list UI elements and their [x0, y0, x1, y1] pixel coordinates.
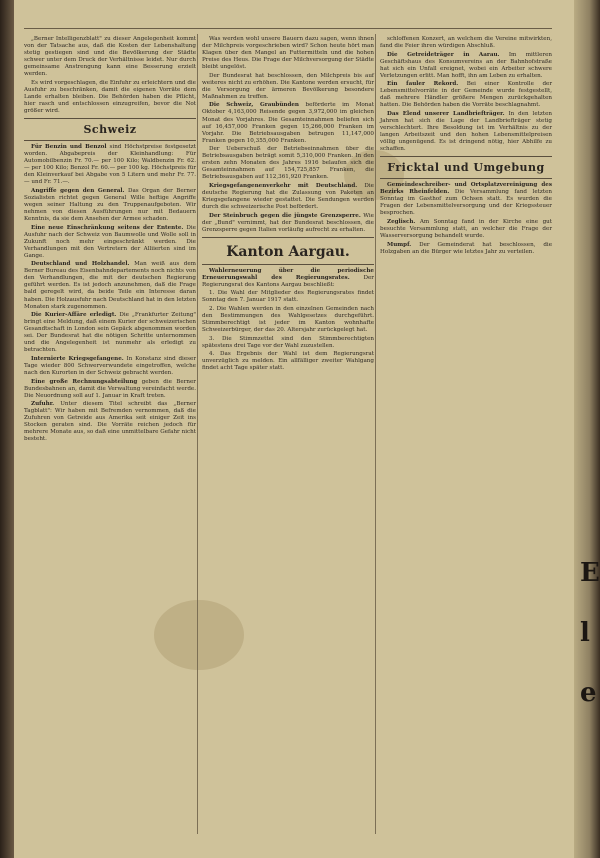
article-title: Für Benzin und Benzol — [31, 144, 107, 151]
paragraph: 4. Das Ergebnis der Wahl ist dem Regierungsrat unverzüglich zu melden. Ein allfälliger zweiter Wahlgang findet acht Tage später statt. — [202, 351, 374, 372]
article-body: Das Organ der Berner Sozialisten richtet gegen General Wille heftige Angriffe wegen seiner Haltung zu den Truppenaufgeboten. Wir nehmen von diesen Ausführungen nur mit Bedauern Kenntnis, da sie dem Ansehen der Armee schaden. — [24, 187, 196, 222]
article-title: Der Steinbruch gegen die jüngste Grenzsperre. — [209, 212, 361, 219]
article — [24, 144, 196, 186]
paragraph: Der Ueberschuß der Betriebseinnahmen über die Betriebsausgaben beträgt somit 5,310,000 Franken. In den ersten zehn Monaten des Jahres 1916 belaufen sich die Gesamteinnahmen auf 154,725,857 Franken, die Betriebsausgaben auf 112,361,920 Franken. — [202, 146, 374, 181]
article — [24, 188, 196, 223]
article-body: Im mittleren Geschäftshaus des Konsumvereins an der Bahnhofstraße hat sich ein Unfall ereignet, wobei ein Arbeiter schwere Verletzungen erlitt. Man hofft, ihn am Leben zu erhalten. — [380, 51, 552, 79]
article-title: Ein fauler Rekord. — [387, 81, 459, 88]
article — [202, 268, 374, 289]
article — [202, 183, 374, 211]
section-heading: Fricktal und Umgebung — [387, 161, 545, 175]
article — [24, 261, 196, 310]
article — [202, 102, 374, 144]
article-title: Deutschland und Holzhandel. — [31, 261, 130, 268]
paragraph: 1. Die Wahl der Mitglieder des Regierungsrates findet Sonntag den 7. Januar 1917 statt. — [202, 290, 374, 304]
article-body: Die Versammlung fand letzten Sonntag im Gasthof zum Ochsen statt. Es wurden die Fragen der Lebensmittelversorgung und der Kriegssteuer besprochen. — [380, 189, 552, 217]
column-rule — [197, 34, 198, 834]
paragraph: Der Bundesrat hat beschlossen, den Milchpreis bis auf weiteres nicht zu erhöhen. Die Kantone werden ersucht, für die Versorgung der ärmeren Bevölkerung besondere Maßnahmen zu treffen. — [202, 72, 374, 100]
article-body: In Konstanz sind dieser Tage wieder 800 Schwerverwundete eingetroffen, welche nach den Kurorten in der Schweiz gebracht werden. — [24, 355, 196, 376]
article-title: Zeglisch. — [387, 218, 416, 225]
article-title: Eine neue Einschränkung seitens der Entente. — [31, 224, 184, 231]
article — [24, 225, 196, 260]
divider — [202, 264, 374, 265]
article — [24, 312, 196, 354]
paragraph: „Berner Intelligenzblatt" zu dieser Angelegenheit kommt von der Tatsache aus, daß die Kosten der Lebenshaltung stetig gestiegen sind und die Bevölkerung der Städte schwer unter dem Druck der Verhältnisse leidet. Nur durch gemeinsame Anstrengung kann eine Besserung erzielt werden. — [24, 36, 196, 78]
paragraph: schloffenen Konzert, an welchem die Vereine mitwirkten, fand die Feier ihren würdigen Abschluß. — [380, 36, 552, 50]
article — [202, 213, 374, 234]
article-title: Die Getreideträger in Aarau. — [387, 51, 500, 58]
article-body: Am Sonntag fand in der Kirche eine gut besuchte Versammlung statt, an welcher die Frage der Wasserversorgung behandelt wurde. — [380, 218, 552, 240]
article-body: geben die Berner Bundesbahnen an, damit die Verwaltung vereinfacht werde. Die Neuordnung soll auf 1. Januar in Kraft treten. — [24, 378, 196, 399]
article-title: Zufuhr. — [31, 401, 55, 408]
book-binding — [0, 0, 14, 858]
section-heading: Schweiz — [83, 123, 137, 137]
article — [24, 356, 196, 377]
article-title: Das Elend unserer Landbriefträger. — [387, 110, 505, 117]
edge-glyph: l — [580, 618, 590, 648]
paper-stain — [154, 600, 244, 670]
article-body: Bei einer Kontrolle der Lebensmittelvorräte in der Gemeinde wurde festgestellt, daß mehrere Händler größere Mengen zurückgehalten hatten. Die Behörden haben die Vorräte beschlagnahmt. — [380, 81, 553, 109]
column-1 — [24, 36, 196, 445]
article-body: Wie der „Bund" vernimmt, hat der Bundesrat beschlossen, die Grenzsperre gegen Italien vorläufig aufrecht zu erhalten. — [202, 212, 374, 233]
paragraph: 2. Die Wahlen werden in den einzelnen Gemeinden nach den Bestimmungen des Wahlgesetzes durchgeführt. Stimmberechtigt ist jeder im Kanton wohnhafte Schweizerbürger, der das 20. Altersjahr zurückgelegt hat. — [202, 306, 374, 334]
article-body: Die „Frankfurter Zeitung" bringt eine Meldung, daß einem Kurier der schweizerischen Gesandtschaft in London sein Gepäck abgenommen worden sei. Der Bundesrat hat die nötigen Schritte unternommen und die Angelegenheit ist nunmehr als erledigt zu betrachten. — [24, 312, 196, 354]
article — [380, 81, 552, 109]
article-title: Mumpf. — [387, 241, 412, 248]
article-body: sind Höchstpreise festgesetzt worden. Abgabepreis der Kleinhandlung: Für Automobilbenzin Fr. 70.— per 100 Kilo; Waldbenzin Fr. 62.— per 100 Kilo; Benzol Fr. 60.— per 100 kg. Höchstpreis für den Kleinverkauf bei Abgabe von 5 Litern und mehr Fr. 77.— und Fr. 71.—. — [24, 144, 197, 186]
divider — [24, 140, 196, 141]
article — [24, 379, 196, 400]
article-body: Der Regierungsrat des Kantons Aargau beschließt: — [202, 274, 374, 288]
article — [24, 401, 196, 443]
article-title: Kriegsgefangenenverkehr mit Deutschland. — [209, 182, 358, 189]
divider — [202, 237, 374, 238]
article-title: Internierte Kriegsgefangene. — [31, 355, 124, 362]
article — [380, 242, 552, 256]
article-body: In den letzten Jahren hat sich die Lage der Landbriefträger stetig verschlechtert. Ihre Besoldung ist im Verhältnis zu der langen Arbeitszeit und den hohen Lebensmittelpreisen völlig ungenügend. Es ist dringend nötig, hier Abhilfe zu schaffen. — [380, 110, 552, 153]
article-body: beförderte im Monat Oktober 4,163,000 Reisende gegen 3,972,000 im gleichen Monat des Vorjahres. Die Gesamteinnahmen beliefen sich auf 16,457,000 Franken gegen 15,266,000 Franken im Vorjahr. Die Betriebsausgaben betrugen 11,147,000 Franken gegen 10,355,000 Franken. — [202, 102, 374, 144]
column-2 — [202, 36, 374, 374]
column-3 — [380, 36, 552, 257]
section-heading: Kanton Aargau. — [226, 243, 350, 260]
article-title: Die Kurier-Affäre erledigt. — [31, 312, 117, 319]
article — [380, 111, 552, 153]
article-title: Eine große Rechnungsabteilung — [31, 378, 138, 385]
article-body: Man weiß aus dem Berner Bureau des Eisenbahndepartements noch nichts von den Verhandlungen, die mit der deutschen Regierung geführt werden. Es ist jedoch anzunehmen, daß die Frage bald geregelt wird, da beide Teile ein Interesse daran haben. Die Holzausfuhr nach Deutschland hat in den letzten Monaten stark zugenommen. — [24, 261, 196, 310]
article-title: Angriffe gegen den General. — [31, 187, 125, 194]
article-body: Die Ausfuhr nach der Schweiz von Baumwolle und Wolle soll in Zukunft noch mehr eingeschränkt werden. Die Verhandlungen mit den Vertretern der Alliierten sind im Gange. — [24, 224, 196, 259]
paragraph: Es wird vorgeschlagen, die Einfuhr zu erleichtern und die Ausfuhr zu beschränken, damit die eigenen Vorräte dem Lande erhalten bleiben. Die Behörden haben die Pflicht, hier rasch und entschlossen einzugreifen, bevor die Not größer wird. — [24, 79, 196, 114]
paragraph: 3. Die Stimmzettel sind den Stimmberechtigten spätestens drei Tage vor der Wahl zuzustellen. — [202, 335, 374, 349]
column-rule — [375, 34, 376, 834]
article-body: Der Gemeinderat hat beschlossen, die Holzgaben an die Bürger wie letztes Jahr zu verteilen. — [380, 241, 553, 255]
article-title: Wahlerneuerung über die periodische Erneuerungswahl des Regierungsrates. — [202, 267, 374, 281]
edge-glyph: e — [580, 678, 597, 708]
article — [380, 182, 552, 217]
article-title: Gemeindeschreiber- und Ortsplatzvereinigung des Bezirks Rheinfelden. — [380, 182, 552, 196]
divider — [380, 156, 552, 157]
divider — [24, 118, 196, 119]
article-body: Die deutsche Regierung hat die Zulassung von Paketen an Kriegsgefangene wieder gestattet. Die Sendungen werden durch die schweizerische Post befördert. — [202, 182, 374, 211]
paragraph: Was werden wohl unsere Bauern dazu sagen, wenn ihnen der Milchpreis vorgeschrieben wird? Schon heute hört man Klagen über den Mangel an Futtermitteln und die hohen Preise des Heus. Die Frage der Milchversorgung der Städte bleibt ungelöst. — [202, 36, 374, 71]
article — [380, 52, 552, 80]
divider — [380, 178, 552, 179]
edge-glyph: E — [580, 558, 600, 588]
article-title: Die Schweiz, Graubünden — [209, 102, 299, 109]
top-rule — [24, 28, 552, 29]
article-body: Unter diesem Titel schreibt das „Berner Tagblatt": Wir haben mit Befremden vernommen, daß die Zufuhren von Getreide aus Amerika seit einiger Zeit ins Stocken geraten sind. Die Vorräte reichen jedoch für mehrere Monate aus, so daß eine unmittelbare Gefahr nicht besteht. — [24, 401, 197, 443]
next-page-edge — [574, 0, 600, 858]
article — [380, 219, 552, 240]
